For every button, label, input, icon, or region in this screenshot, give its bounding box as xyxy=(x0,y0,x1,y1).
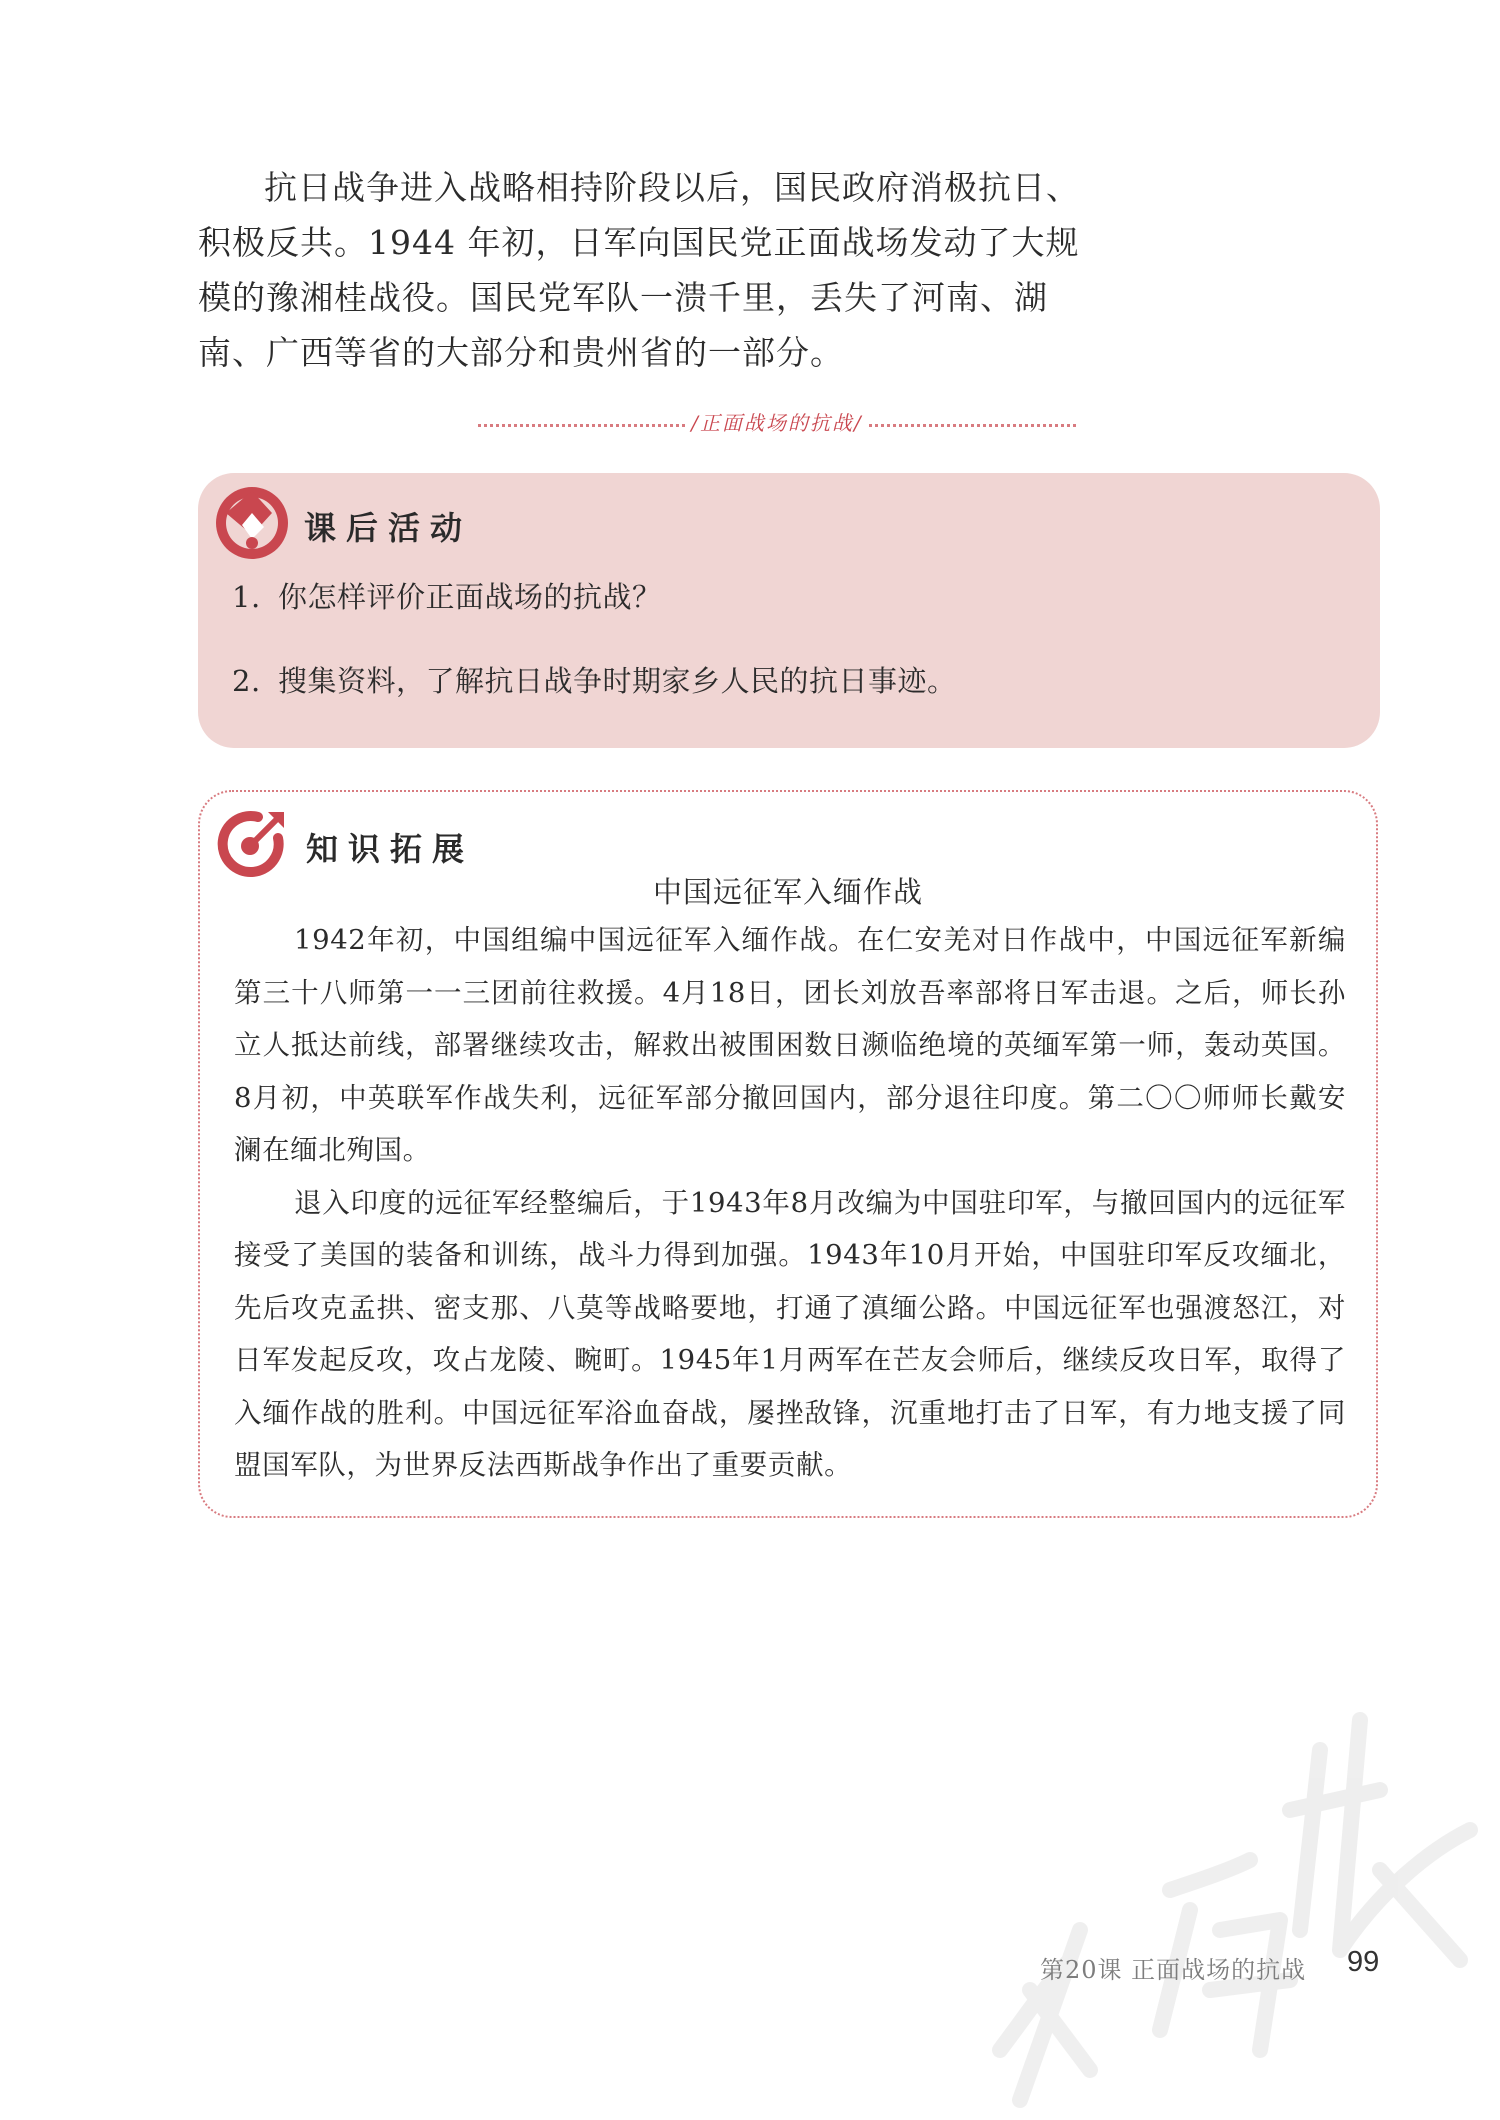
section-divider xyxy=(478,406,1076,436)
footer-lesson-title: 第20课 正面战场的抗战 xyxy=(1040,1956,1307,1984)
divider-dots-left xyxy=(478,424,685,427)
knowledge-paragraph: 退入印度的远征军经整编后，于1943年8月改编为中国驻印军，与撤回国内的远征军接受了美国的装备和训练，战斗力得到加强。1943年10月开始，中国驻印军反攻缅北，先后攻克孟拱、密支那、八莫等战略要地，打通了滇缅公路。中国远征军也强渡怒江，对日军发起反攻，攻占龙陵、畹町。1945年1月两军在芒友会师后，继续反攻日军，取得了入缅作战的胜利。中国远征军浴血奋战，屡挫敌锋，沉重地打击了日军，有力地支援了同盟国军队，为世界反法西斯战争作出了重要贡献。 xyxy=(234,1186,1346,1481)
watermark-logo xyxy=(960,1630,1500,2120)
knowledge-box xyxy=(198,790,1378,1518)
activity-badge-icon xyxy=(212,483,292,563)
activity-item-text: 搜集资料，了解抗日战争时期家乡人民的抗日事迹。 xyxy=(278,664,957,698)
activity-item xyxy=(232,575,662,616)
intro-section xyxy=(198,160,1098,380)
page-number: 99 xyxy=(1347,1946,1380,1978)
activity-box xyxy=(198,473,1380,748)
knowledge-title: 知识拓展 xyxy=(306,830,475,868)
activity-item-number: 1. xyxy=(232,580,261,614)
knowledge-paragraph: 1942年初，中国组编中国远征军入缅作战。在仁安羌对日作战中，中国远征军新编第三十八师第一一三团前往救援。4月18日，团长刘放吾率部将日军击退。之后，师长孙立人抵达前线，部署继续攻击，解救出被围困数日濒临绝境的英缅军第一师，轰动英国。8月初，中英联军作战失利，远征军部分撤回国内，部分退往印度。第二〇〇师师长戴安澜在缅北殉国。 xyxy=(234,924,1346,1166)
activity-item-text: 你怎样评价正面战场的抗战？ xyxy=(278,580,662,614)
divider-dots-right xyxy=(869,424,1076,427)
activity-item-number: 2. xyxy=(232,664,261,698)
knowledge-subtitle: 中国远征军入缅作战 xyxy=(652,875,923,909)
knowledge-body xyxy=(234,914,1346,1492)
intro-paragraph: 抗日战争进入战略相持阶段以后，国民政府消极抗日、积极反共。1944 年初，日军向国民党正面战场发动了大规模的豫湘桂战役。国民党军队一溃千里，丢失了河南、湖南、广西等省的大部分和贵州省的一部分。 xyxy=(198,168,1080,372)
activity-title: 课后活动 xyxy=(304,509,473,547)
divider-label: /正面战场的抗战/ xyxy=(691,410,863,435)
activity-item xyxy=(232,659,957,700)
